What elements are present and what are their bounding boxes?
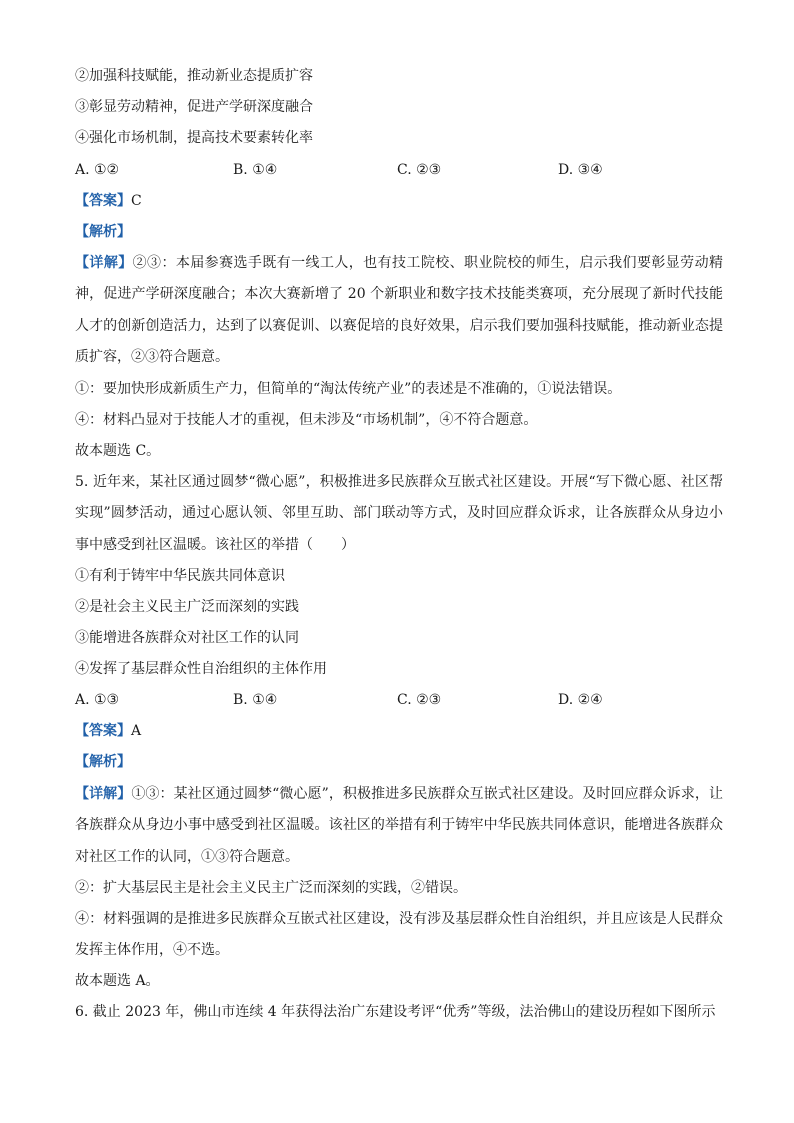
q4-note-4: ④：材料凸显对于技能人才的重视，但未涉及“市场机制”，④不符合题意。	[75, 412, 538, 428]
q5-stem: 5. 近年来，某社区通过圆梦“微心愿”，积极推进多民族群众互嵌式社区建设。开展“写下微心愿、社区帮实现”圆梦活动，通过心愿认领、邻里互助、部门联动等方式，及时回应群众诉求，让各族群众从身边小事中感受到社区温暖。该社区的举措（ ）	[75, 474, 723, 553]
q5-detail-body: ①③：某社区通过圆梦“微心愿”，积极推进多民族群众互嵌式社区建设。及时回应群众诉求，让各族群众从身边小事中感受到社区温暖。该社区的举措有利于铸牢中华民族共同体意识，能增进各族群众对社区工作的认同，①③符合题意。	[75, 786, 724, 865]
q5-analysis-tag: 【解析】	[75, 754, 131, 770]
q5-note-2: ②：扩大基层民主是社会主义民主广泛而深刻的实践，②错误。	[75, 880, 467, 896]
q5-detail-tag: 【详解】	[75, 786, 132, 802]
q6-stem: 6. 截止 2023 年，佛山市连续 4 年获得法治广东建设考评“优秀”等级，法治佛山的建设历程如下图所示	[75, 1004, 716, 1020]
q5-detail	[75, 779, 723, 873]
q4-option-d: D. ③④	[558, 162, 603, 178]
q5-note-4: ④：材料强调的是推进多民族群众互嵌式社区建设，没有涉及基层群众性自治组织，并且应该是人民群众发挥主体作用，④不选。	[75, 911, 723, 959]
q5-statement-1: ①有利于铸牢中华民族共同体意识	[75, 568, 285, 584]
q4-answer-tag: 【答案】	[75, 193, 131, 209]
q5-option-a: A. ①③	[75, 692, 120, 708]
q5-option-c: C. ②③	[397, 692, 442, 708]
q4-answer	[75, 191, 142, 211]
q5-analysis-heading	[75, 752, 131, 772]
q4-detail-body: ②③：本届参赛选手既有一线工人，也有技工院校、职业院校的师生，启示我们要彰显劳动精神，促进产学研深度融合；本次大赛新增了 20 个新职业和数字技术技能类赛项，充分展现了新时代技能人才的创新创造活力，达到了以赛促训、以赛促培的良好效果，启示我们要加强科技赋能，推动新业态提质扩容，②③符合题意。	[75, 255, 724, 365]
q4-conclusion: 故本题选 C。	[75, 443, 161, 459]
q4-note-1: ①：要加快形成新质生产力，但简单的“淘汰传统产业”的表述是不准确的，①说法错误。	[75, 381, 622, 397]
q5-statement-4: ④发挥了基层群众性自治组织的主体作用	[75, 661, 327, 677]
q4-statement-4: ④强化市场机制，提高技术要素转化率	[75, 130, 313, 146]
q4-option-c: C. ②③	[397, 162, 442, 178]
q5-options	[75, 690, 725, 710]
q5-statement-2: ②是社会主义民主广泛而深刻的实践	[75, 599, 299, 615]
q5-statement-3: ③能增进各族群众对社区工作的认同	[75, 630, 299, 646]
q5-conclusion: 故本题选 A。	[75, 973, 160, 989]
q5-answer-tag: 【答案】	[75, 723, 131, 739]
q4-detail-tag: 【详解】	[75, 255, 133, 271]
q5-answer-value: A	[131, 723, 142, 739]
q5-answer	[75, 721, 141, 741]
q4-option-b: B. ①④	[233, 162, 278, 178]
q4-option-a: A. ①②	[75, 162, 120, 178]
q4-answer-value: C	[131, 193, 142, 209]
q4-statement-2: ②加强科技赋能，推动新业态提质扩容	[75, 68, 313, 84]
q4-detail	[75, 248, 723, 373]
q4-options	[75, 160, 725, 180]
q4-analysis-heading	[75, 222, 131, 242]
q5-option-b: B. ①④	[233, 692, 278, 708]
q5-option-d: D. ②④	[558, 692, 603, 708]
q4-statement-3: ③彰显劳动精神，促进产学研深度融合	[75, 99, 313, 115]
q4-analysis-tag: 【解析】	[75, 224, 131, 240]
